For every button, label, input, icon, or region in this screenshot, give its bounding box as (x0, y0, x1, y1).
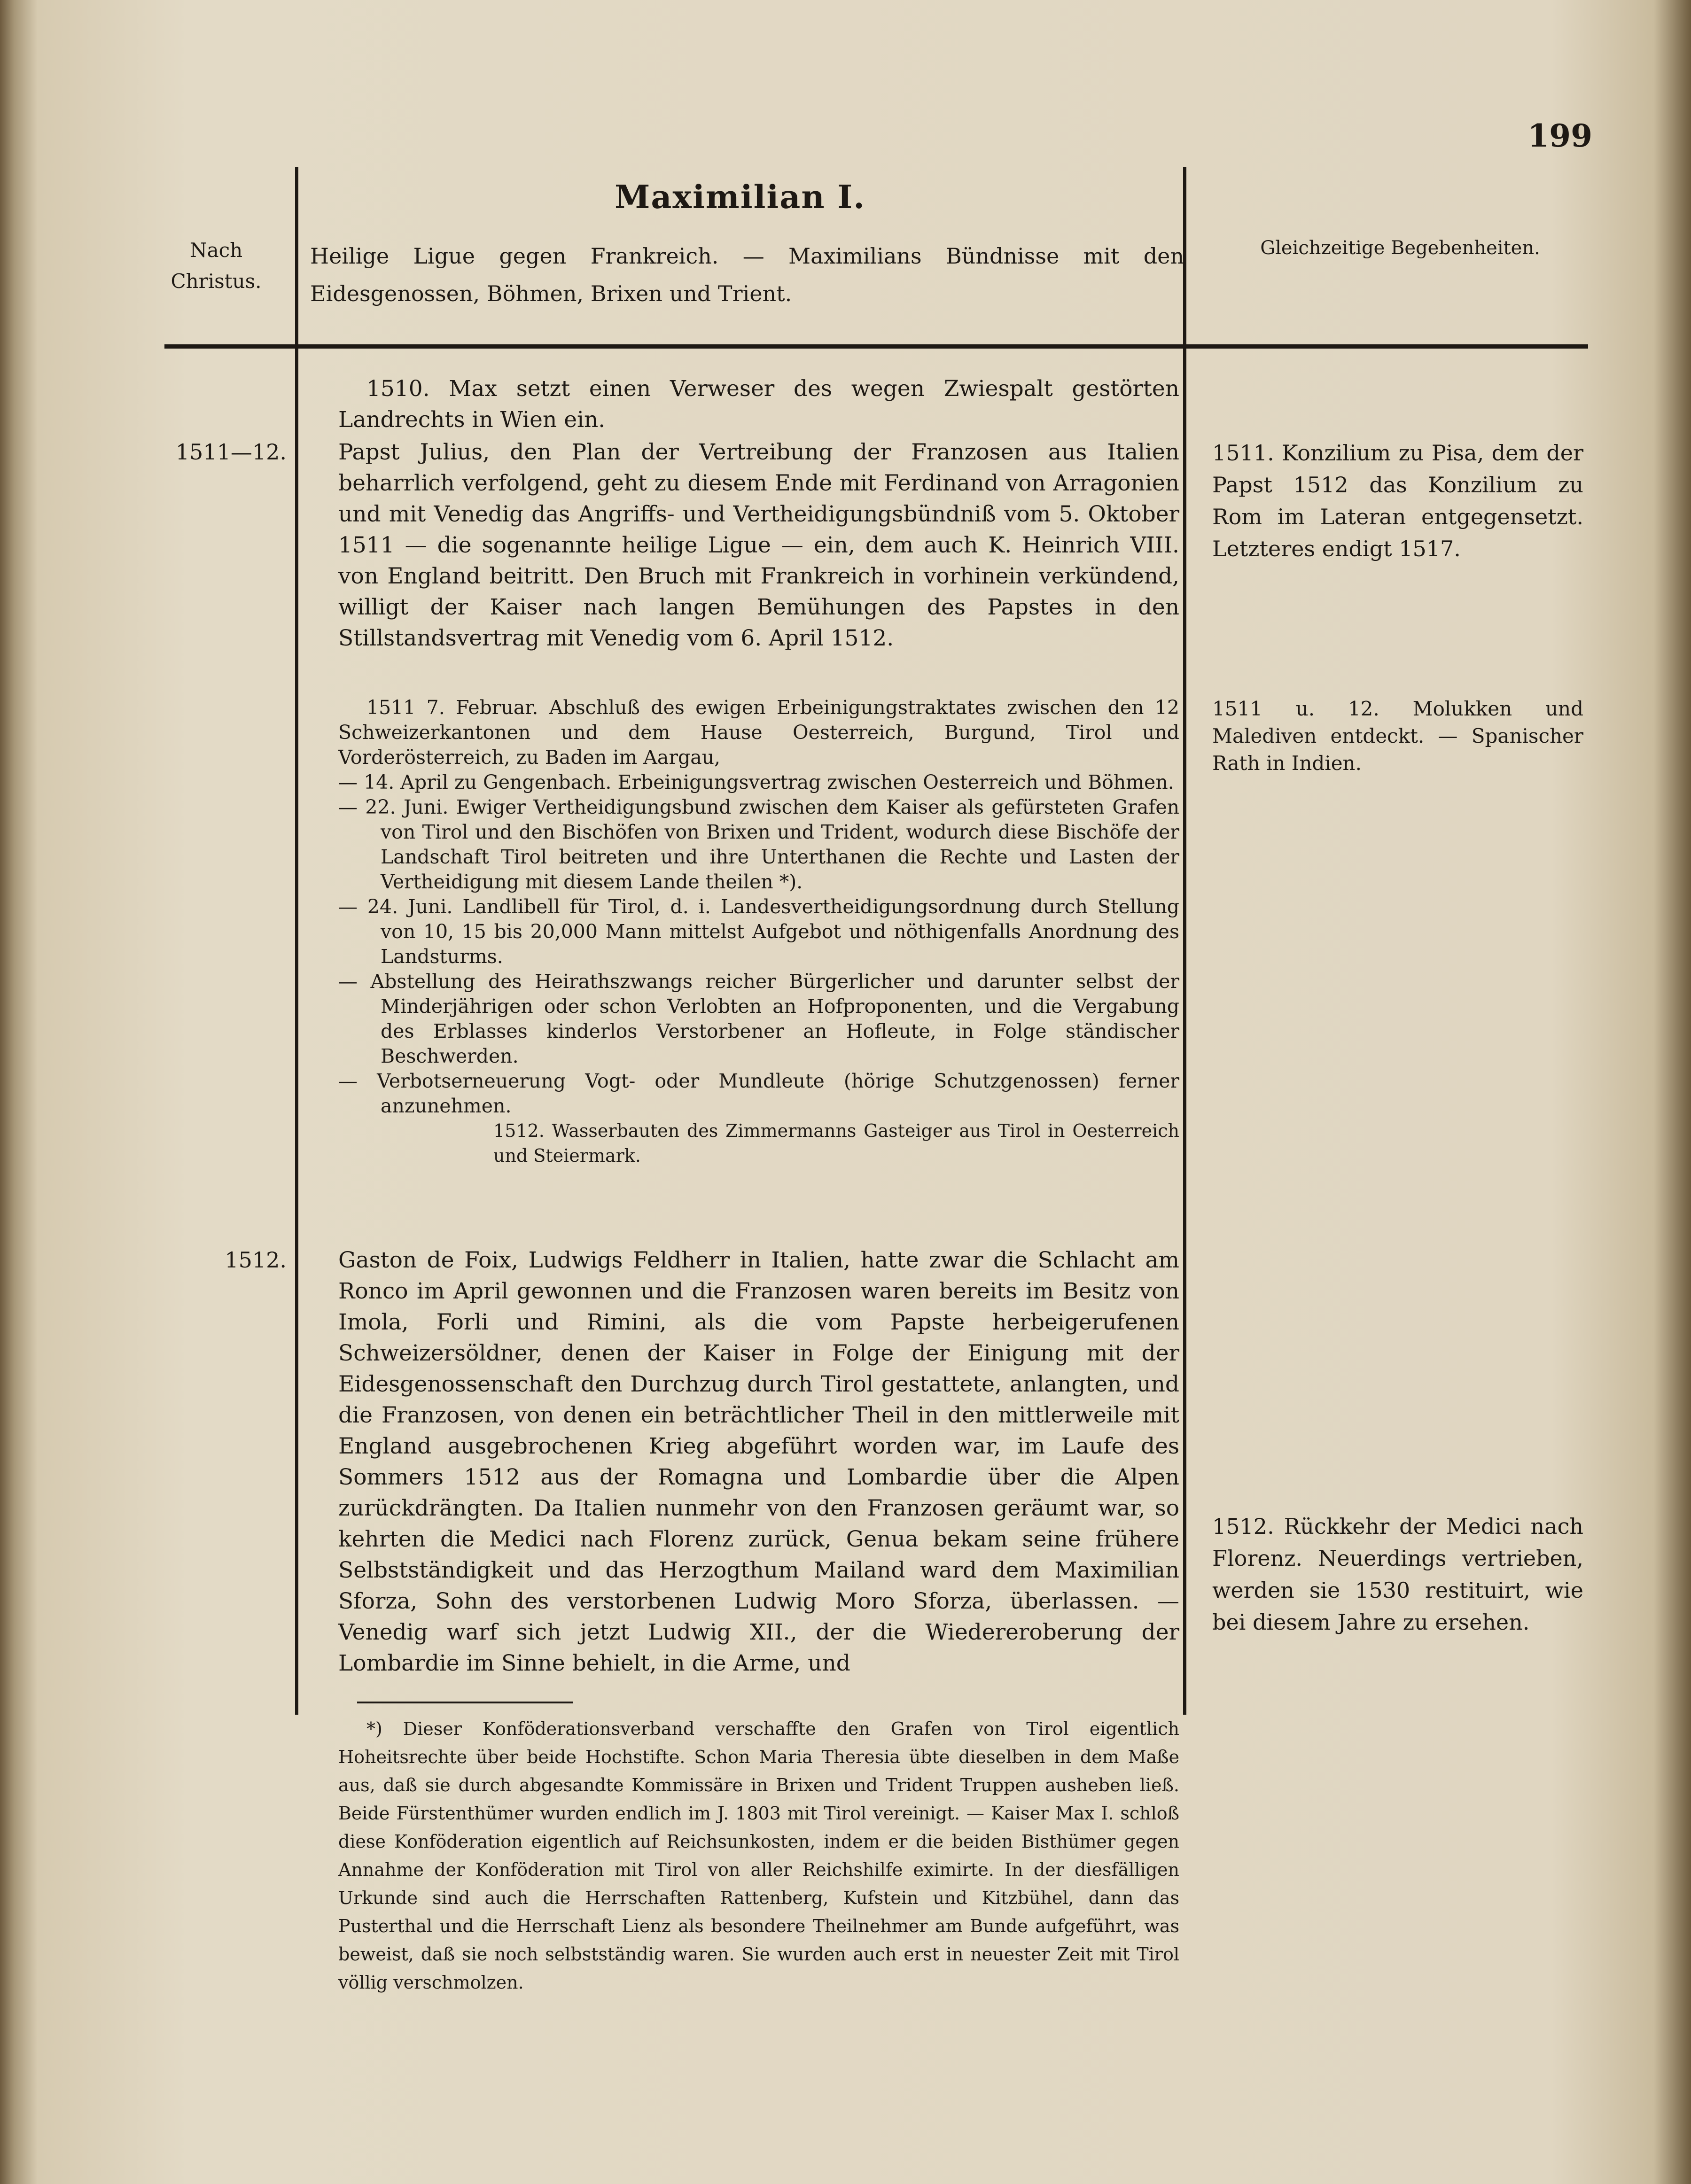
footnote-text: *) Dieser Konföderationsverband verschaffte den Grafen von Tirol eigentlich Hoheitsrechte über beide Hochstifte. Schon Maria Theresia übte dieselben in dem Maße aus, daß sie durch abgesandte Kommissäre in Brixen und Trident Truppen ausheben ließ. Beide Fürstenthümer wurden endlich im J. 1803 mit Tirol vereinigt. — Kaiser Max I. schloß diese Konföderation eigentlich auf Reichsunkosten, indem er die beiden Bisthümer gegen Annahme der Konföderation mit Tirol von aller Reichshilfe eximirte. In der diesfälligen Urkunde sind auch die Herrschaften Rattenberg, Kufstein und Kitzbühel, dann das Pusterthal und die Herrschaft Lienz als besondere Theilnehmer am Bunde aufgeführt, was beweist, daß sie noch selbstständig waren. Sie wurden auch erst in neuester Zeit mit Tirol völlig verschmolzen. (338, 1718, 1179, 1993)
side-entry-1511-12: 1511 u. 12. Molukken und Malediven entdeckt. — Spanischer Rath in Indien. (1212, 697, 1583, 775)
header-rule (164, 344, 1588, 349)
side-entry-1512: 1512. Rückkehr der Medici nach Florenz. Neuerdings vertrieben, werden sie 1530 restituirt, wie bei diesem Jahre zu ersehen. (1212, 1514, 1583, 1635)
small-entry-last: 1512. Wasserbauten des Zimmermanns Gasteiger aus Tirol in Oesterreich und Steiermark. (493, 1120, 1179, 1166)
small-entry-dash: — 24. Juni. Landlibell für Tirol, d. i. Landesvertheidigungsordnung durch Stellung von 10, 15 bis 20,000 Mann mittelst Aufgebot und nöthigenfalls Anordnung des Landsturms. (338, 895, 1179, 968)
entry-1512: Gaston de Foix, Ludwigs Feldherr in Italien, hatte zwar die Schlacht am Ronco im April gewonnen und die Franzosen waren bereits im Besitz von Imola, Forli und Rimini, als die vom Papste herbeigerufenen Schweizersöldner, denen der Kaiser in Folge der Einigung mit der Eidesgenossenschaft den Durchzug durch Tirol gestattete, anlangten, und die Franzosen, von denen ein beträchtlicher Theil in den mittlerweile mit England ausgebrochenen Krieg abgeführt worden war, im Laufe des Sommers 1512 aus der Romagna und Lombardie über die Alpen zurückdrängten. Da Italien nunmehr von den Franzosen geräumt war, so kehrten die Medici nach Florenz zurück, Genua bekam seine frühere Selbstständigkeit und das Herzogthum Mailand ward dem Maximilian Sforza, Sohn des verstorbenen Ludwig Moro Sforza, überlassen. — Venedig warf sich jetzt Ludwig XII., der die Wiedereroberung der Lombardie im Sinne behielt, in die Arme, und (338, 1247, 1179, 1676)
column-divider-right (1183, 167, 1186, 1715)
header-right-column: Gleichzeitige Begebenheiten. (1260, 237, 1540, 259)
page-title: Maximilian I. (615, 179, 865, 216)
small-entry-dash: — Verbotserneuerung Vogt- oder Mundleute (hörige Schutzgenossen) ferner anzunehmen. (338, 1070, 1179, 1117)
small-entry-dash: — Abstellung des Heirathszwangs reicher Bürgerlicher und darunter selbst der Minderjährigen oder schon Verlobten an Hofproponenten, und die Vergabung des Erblasses kinderlos Verstorbener an Hofleute, in Folge ständischer Beschwerden. (338, 970, 1179, 1067)
column-divider-left (295, 167, 298, 1715)
small-entry-dash: — 22. Juni. Ewiger Vertheidigungsbund zwischen dem Kaiser als gefürsteten Grafen von Tirol und den Bischöfen von Brixen und Trident, wodurch diese Bischöfe der Landschaft Tirol beitreten und ihre Unterthanen die Rechte und Lasten der Vertheidigung mit diesem Lande theilen *). (338, 796, 1179, 893)
small-entry-first: 1511 7. Februar. Abschluß des ewigen Erbeinigungstraktates zwischen den 12 Schweizerkantonen und dem Hause Oesterreich, Burgund, Tirol und Vorderösterreich, zu Baden im Aargau, (338, 696, 1179, 769)
date-1512: 1512. (225, 1247, 287, 1273)
footnote-rule (357, 1702, 573, 1703)
small-entry-dash: — 14. April zu Gengenbach. Erbeinigungsvertrag zwischen Oesterreich und Böhmen. (338, 771, 1174, 793)
header-left-column: Nach Christus. (171, 239, 262, 293)
date-1511-12: 1511—12. (175, 439, 287, 465)
page-subtitle: Heilige Ligue gegen Frankreich. — Maximilians Bündnisse mit den Eidesgenossen, Böhmen, Brixen und Trient. (310, 243, 1184, 306)
page-number: 199 (1527, 117, 1592, 154)
entry-1510: 1510. Max setzt einen Verweser des wegen Zwiespalt gestörten Landrechts in Wien ein. (338, 376, 1179, 433)
entry-1511-12: Papst Julius, den Plan der Vertreibung der Franzosen aus Italien beharrlich verfolgend, geht zu diesem Ende mit Ferdinand von Arragonien und mit Venedig das Angriffs- und Vertheidigungsbündniß vom 5. Oktober 1511 — die sogenannte heilige Ligue — ein, dem auch K. Heinrich VIII. von England beitritt. Den Bruch mit Frankreich in vorhinein verkündend, willigt der Kaiser nach langen Bemühungen des Papstes in den Stillstandsvertrag mit Venedig vom 6. April 1512. (338, 439, 1179, 651)
small-print-block (338, 695, 1179, 1168)
footnote (338, 1715, 1179, 1997)
side-entry-1511: 1511. Konzilium zu Pisa, dem der Papst 1512 das Konzilium zu Rom im Lateran entgegensetzt. Letzteres endigt 1517. (1212, 440, 1583, 561)
